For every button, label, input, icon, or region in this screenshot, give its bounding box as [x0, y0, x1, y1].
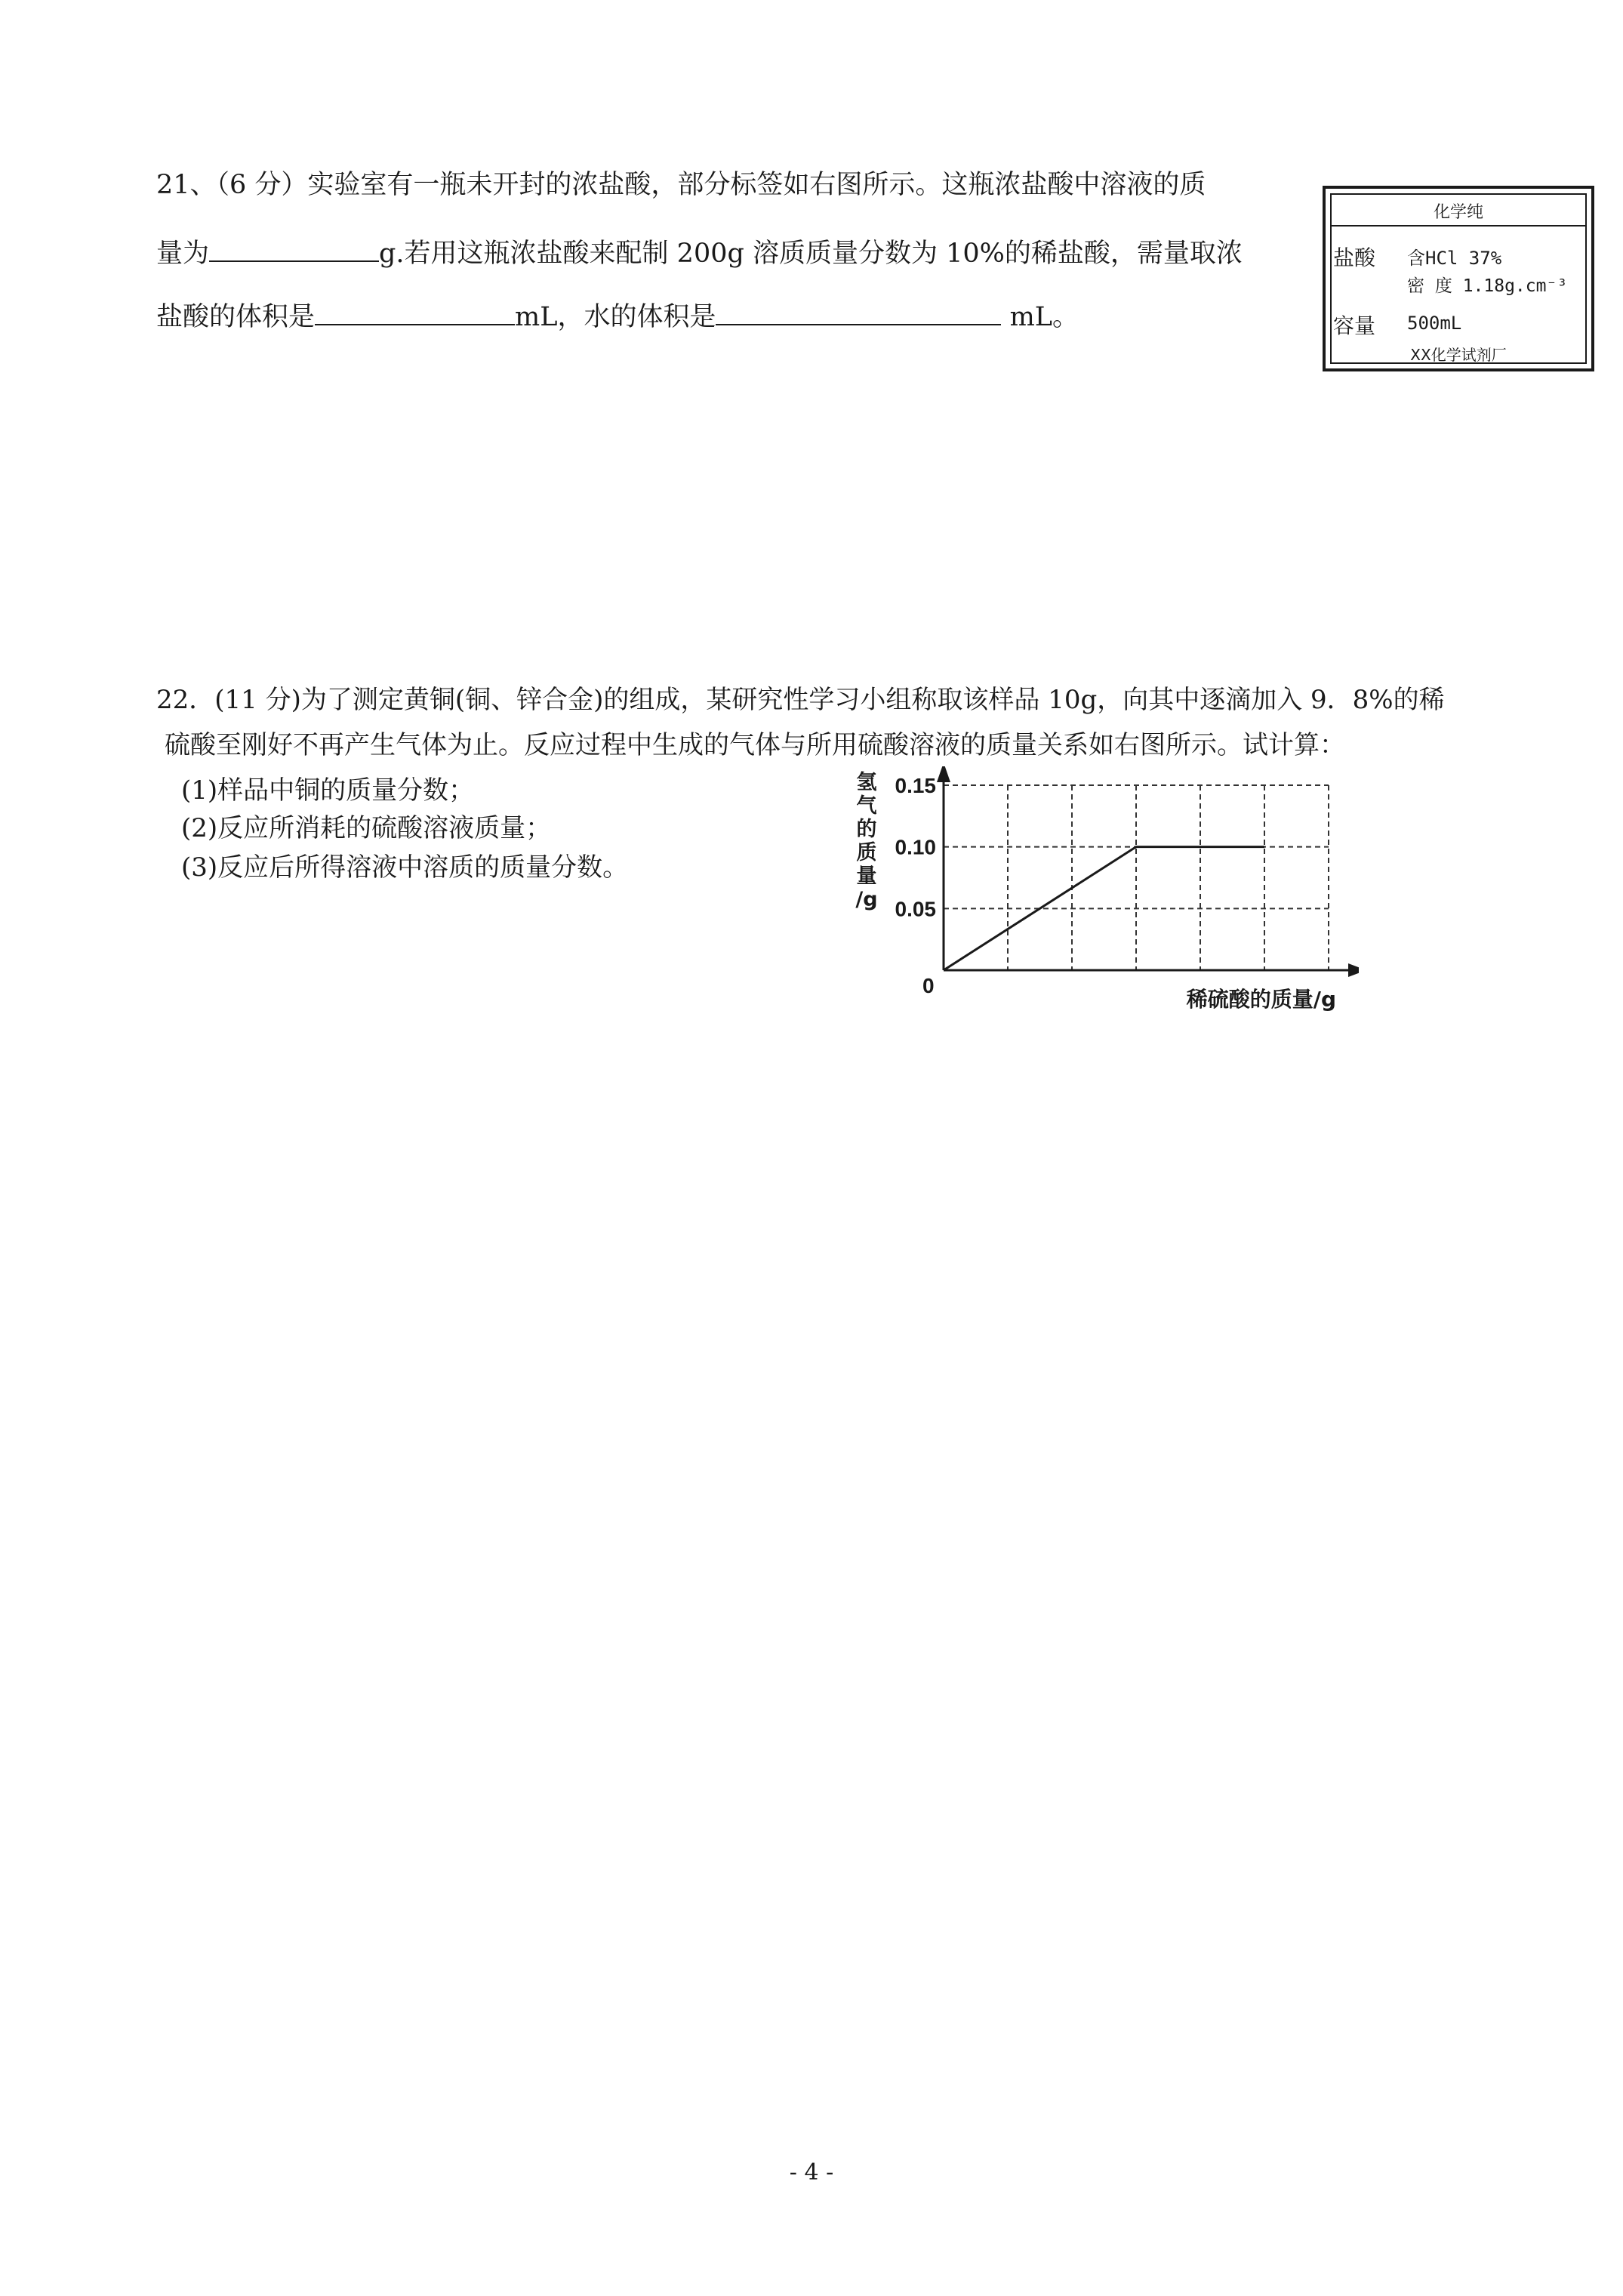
- q22-item-3: (3)反应后所得溶液中溶质的质量分数。: [181, 852, 629, 883]
- reagent-label-figure: [1323, 186, 1594, 371]
- y-axis-label-char: 量: [856, 864, 877, 888]
- q22-item-1: (1)样品中铜的质量分数；: [181, 775, 475, 806]
- q21-line-3-b: mL，水的体积是: [515, 302, 716, 332]
- y-tick-label: 0.15: [895, 774, 936, 797]
- y-axis-label: [855, 770, 877, 911]
- label-divider: [1332, 225, 1585, 227]
- label-volume: 500mL: [1407, 313, 1462, 334]
- answer-blank-mass[interactable]: [209, 236, 379, 262]
- label-name-key: 盐酸: [1333, 245, 1376, 270]
- q21-line-3-a: 盐酸的体积是: [156, 302, 316, 332]
- chart-grid: [944, 785, 1329, 970]
- label-density: 密 度 1.18g.cm⁻³: [1407, 276, 1568, 296]
- x-axis-arrow: [1348, 963, 1359, 977]
- y-axis-arrow: [937, 766, 950, 782]
- y-axis-label-char: 的: [856, 818, 877, 841]
- label-content: 含HCl 37%: [1407, 248, 1502, 269]
- y-axis-label-char: 氢: [856, 771, 877, 794]
- page-number: - 4 -: [789, 2159, 834, 2186]
- y-axis-label-char: /g: [855, 888, 878, 911]
- q22-line-1: 22．(11 分)为了测定黄铜(铜、锌合金)的组成，某研究性学习小组称取该样品 10g，向其中逐滴加入 9．8%的稀: [156, 685, 1445, 715]
- y-axis-label-char: 气: [856, 794, 877, 818]
- label-maker: XX化学试剂厂: [1410, 346, 1507, 364]
- q22-line-2: 硫酸至刚好不再产生气体为止。反应过程中生成的气体与所用硫酸溶液的质量关系如右图所示。试计算：: [165, 730, 1345, 760]
- q21-line-1: 21、（6 分）实验室有一瓶未开封的浓盐酸，部分标签如右图所示。这瓶浓盐酸中溶液的质: [156, 170, 1206, 200]
- answer-blank-acid-volume[interactable]: [315, 300, 515, 325]
- y-tick-label: 0.05: [895, 897, 936, 921]
- origin-label: 0: [922, 974, 935, 997]
- q22-item-2: (2)反应所消耗的硫酸溶液质量；: [181, 813, 552, 843]
- q21-line-3-c: mL。: [1001, 302, 1079, 332]
- y-tick-label: 0.10: [895, 835, 936, 859]
- y-axis-label-char: 质: [856, 841, 877, 864]
- q21-line-2-b: g.若用这瓶浓盐酸来配制 200g 溶质质量分数为 10%的稀盐酸，需量取浓: [379, 239, 1243, 269]
- label-title: 化学纯: [1433, 203, 1483, 222]
- label-volume-key: 容量: [1333, 313, 1376, 338]
- reagent-label-inner: [1330, 193, 1587, 364]
- answer-blank-water-volume[interactable]: [716, 300, 1001, 325]
- hydrogen-mass-chart: [830, 766, 1359, 1023]
- y-tick-labels: [895, 774, 937, 920]
- q21-line-2: [156, 236, 1243, 269]
- q21-line-2-a: 量为: [156, 239, 210, 269]
- q21-line-3: [156, 300, 1079, 332]
- x-axis-label: 稀硫酸的质量/g: [1186, 987, 1336, 1012]
